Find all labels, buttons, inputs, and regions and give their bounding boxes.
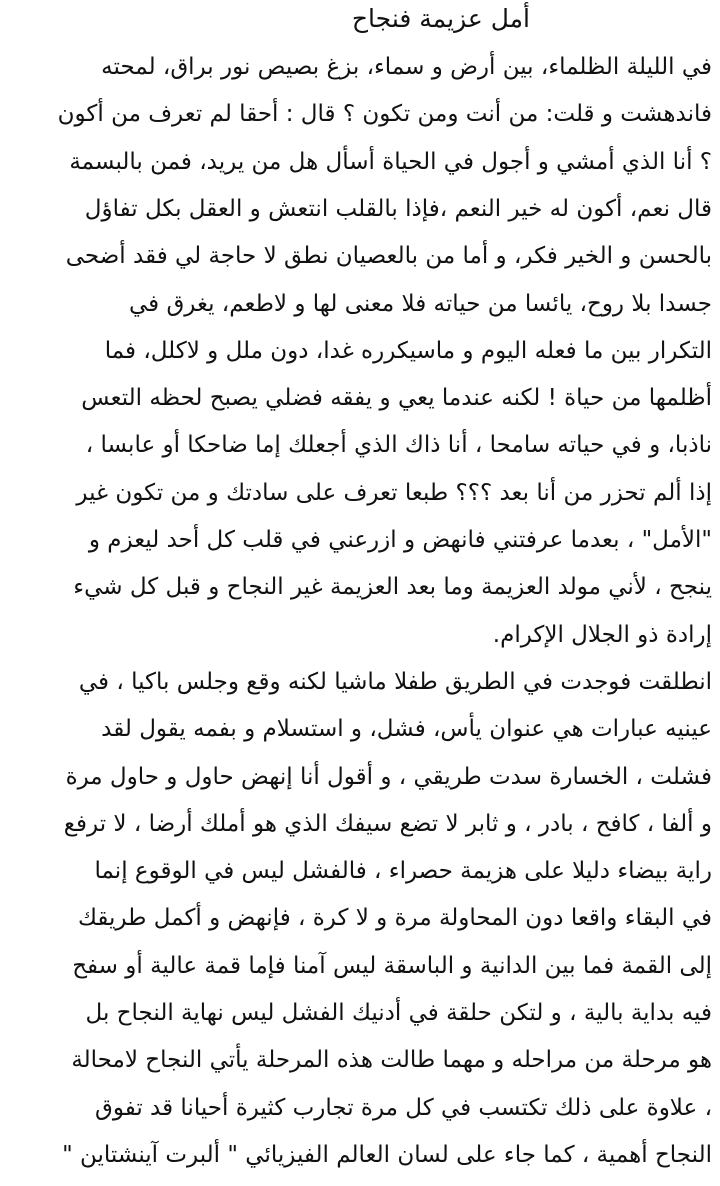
document-line: إلى القمة فما بين الدانية و الباسقة ليس آمنا فإما قمة عالية أو سفح xyxy=(72,952,712,979)
document-line: "الأمل" ، بعدما عرفتني فانهض و ازرعني في قلب كل أحد ليعزم و xyxy=(88,527,712,553)
document-line: و ألفا ، كافح ، بادر ، و ثابر لا تضع سيفك الذي هو أملك أرضا ، لا ترفع xyxy=(63,810,712,837)
document-line: التكرار بين ما فعله اليوم و ماسيكرره غدا، دون ملل و لاكلل، فما xyxy=(104,337,712,364)
document-line: إرادة ذو الجلال الإكرام. xyxy=(492,621,712,648)
document-line: ناذبا، و في حياته سامحا ، أنا ذاك الذي أجعلك إما ضاحكا أو عابسا ، xyxy=(85,432,712,459)
document-line: انطلقت فوجدت في الطريق طفلا ماشيا لكنه وقع وجلس باكيا ، في xyxy=(78,668,712,695)
document-line: النجاح أهمية ، كما جاء على لسان العالم الفيزيائي " ألبرت آينشتاين " xyxy=(62,1141,712,1168)
document-line: في الليلة الظلماء، بين أرض و سماء، بزغ بصيص نور براق، لمحته xyxy=(101,54,712,80)
document-line: ينجح ، لأني مولد العزيمة وما بعد العزيمة غير النجاح و قبل كل شيء xyxy=(73,574,712,601)
document-line: ، علاوة على ذلك تكتسب في كل مرة تجارب كثيرة أحيانا قد تفوق xyxy=(94,1094,712,1121)
document-line: أظلمها من حياة ! لكنه عندما يعي و يفقه فضلي يصبح لحظه التعس xyxy=(81,385,712,412)
document-line: فاندهشت و قلت: من أنت ومن تكون ؟ قال : أحقا لم تعرف من أكون xyxy=(57,101,712,128)
document-title: أمل عزيمة فنجاح xyxy=(351,4,530,33)
document-line: عينيه عبارات هي عنوان يأس، فشل، و استسلام و بفمه يقول لقد xyxy=(101,716,712,743)
document-line: هو مرحلة من مراحله و مهما طالت هذه المرحلة يأتي النجاح لامحالة xyxy=(71,1047,712,1074)
document-line: راية بيضاء دليلا على هزيمة حصراء ، فالفشل ليس في الوقوع إنما xyxy=(94,858,712,885)
document-line: ؟ أنا الذي أمشي و أجول في الحياة أسأل هل من يريد، فمن بالبسمة xyxy=(69,148,712,175)
document-line: بالحسن و الخير فكر، و أما من بالعصيان نطق لا حاجة لي فقد أضحى xyxy=(65,243,712,270)
document-line: فشلت ، الخسارة سدت طريقي ، و أقول أنا إنهض حاول و حاول مرة xyxy=(65,763,712,790)
document-line: إذا ألم تحزر من أنا بعد ؟؟؟ طبعا تعرف على سادتك و من تكون غير xyxy=(76,479,712,506)
document-line: جسدا بلا روح، يائسا من حياته فلا معنى لها و لاطعم، يغرق في xyxy=(128,290,712,317)
document-line: قال نعم، أكون له خير النعم ،فإذا بالقلب انتعش و العقل بكل تفاؤل xyxy=(84,195,712,222)
document-line: فيه بداية بالية ، و لتكن حلقة في أدنيك الفشل ليس نهاية النجاح بل xyxy=(85,1000,712,1026)
document-line: في البقاء واقعا دون المحاولة مرة و لا كرة ، فإنهض و أكمل طريقك xyxy=(78,905,712,932)
